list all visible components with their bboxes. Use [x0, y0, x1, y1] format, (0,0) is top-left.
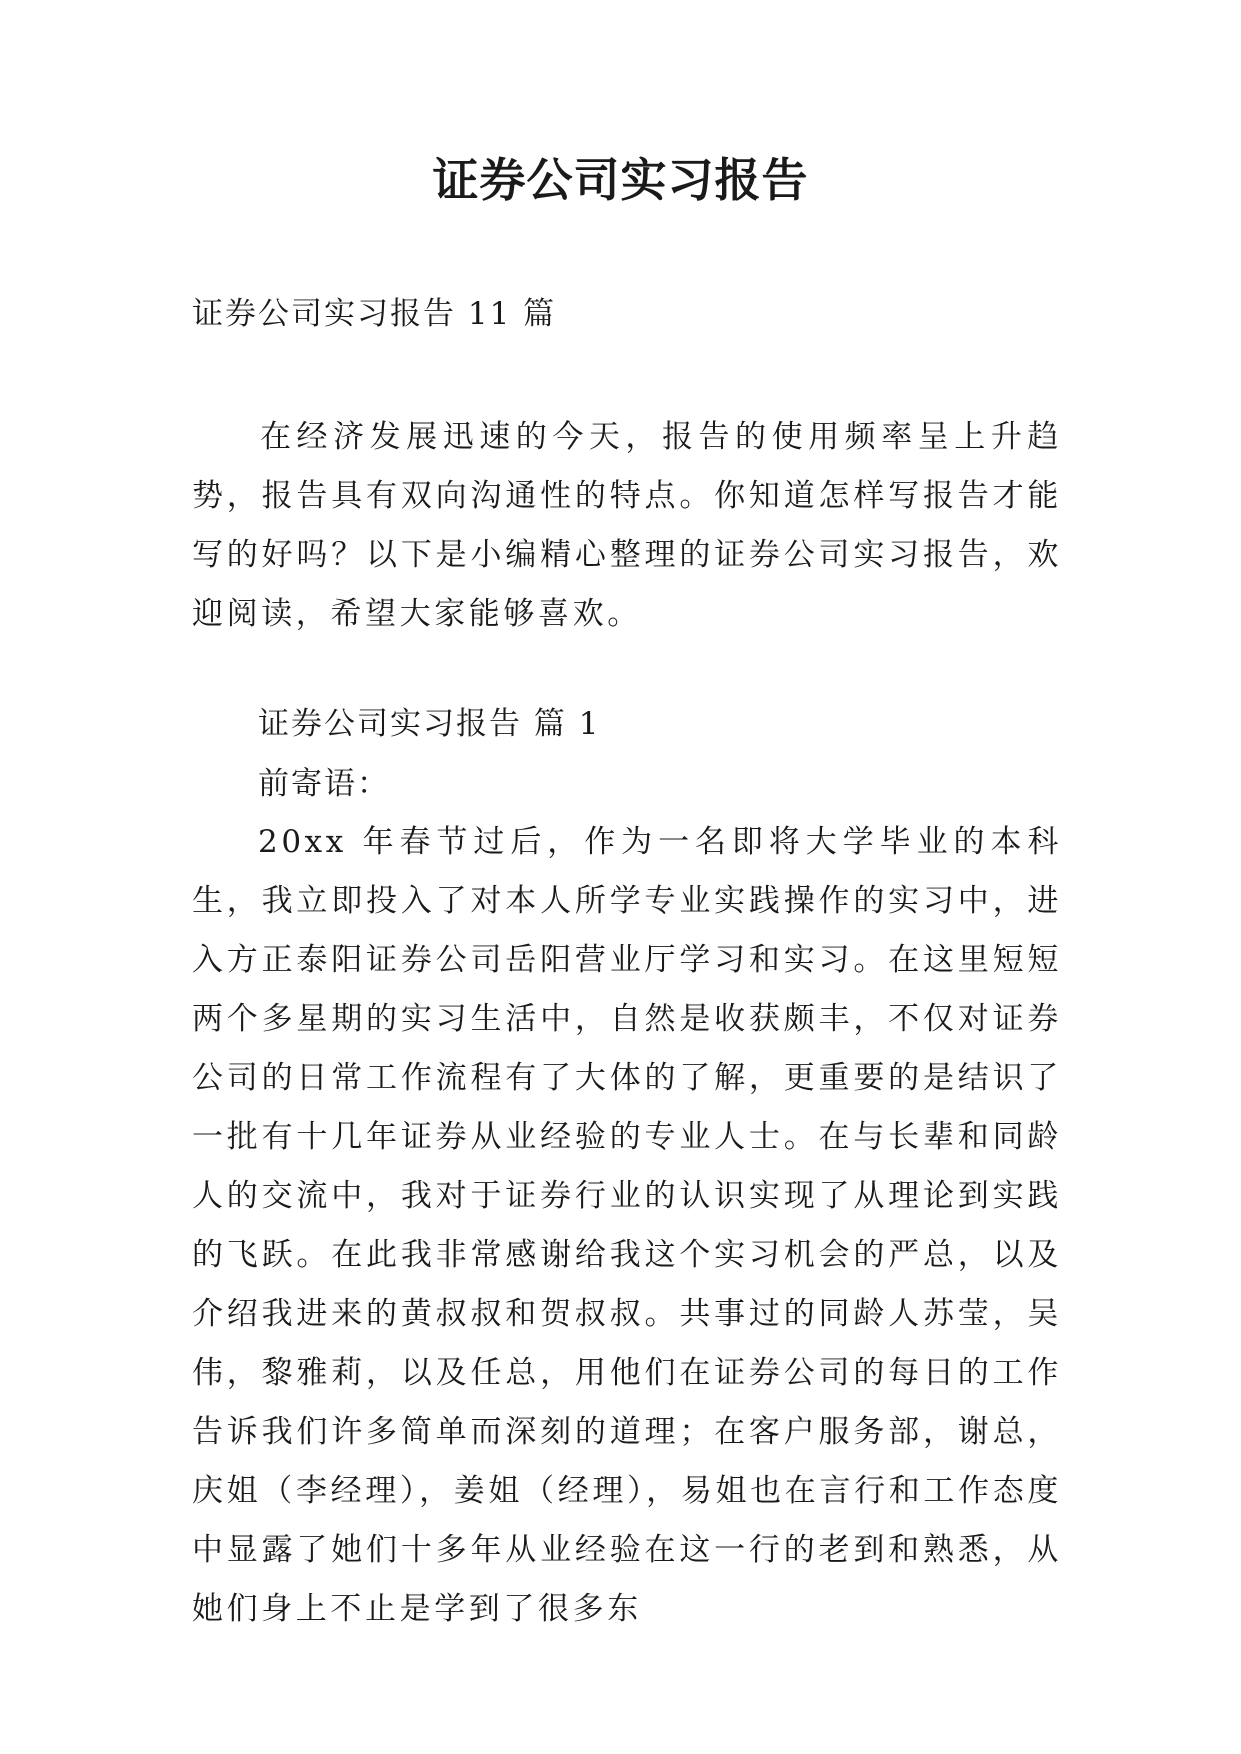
document-subtitle: 证券公司实习报告 11 篇 — [192, 296, 557, 332]
body-paragraph: 20xx 年春节过后，作为一名即将大学毕业的本科生，我立即投入了对本人所学专业实践操作的实习中，进入方正泰阳证券公司岳阳营业厅学习和实习。在这里短短两个多星期的实习生活中，自然是收获颇丰，不仅对证券公司的日常工作流程有了大体的了解，更重要的是结识了一批有十几年证券从业经验的专业人士。在与长辈和同龄人的交流中，我对于证券行业的认识实现了从理论到实践的飞跃。在此我非常感谢给我这个实习机会的严总，以及介绍我进来的黄叔叔和贺叔叔。共事过的同龄人苏莹，吴伟，黎雅莉，以及任总，用他们在证券公司的每日的工作告诉我们许多简单而深刻的道理；在客户服务部，谢总，庆姐（李经理），姜姐（经理），易姐也在言行和工作态度中显露了她们十多年从业经验在这一行的老到和熟悉，从她们身上不止是学到了很多东 — [192, 824, 1062, 1627]
preface-label: 前寄语： — [258, 766, 390, 802]
document-title: 证券公司实习报告 — [432, 153, 809, 207]
section-heading: 证券公司实习报告 篇 1 — [258, 706, 601, 742]
intro-paragraph: 在经济发展迅速的今天，报告的使用频率呈上升趋势，报告具有双向沟通性的特点。你知道怎样写报告才能写的好吗？以下是小编精心整理的证券公司实习报告，欢迎阅读，希望大家能够喜欢。 — [192, 419, 1062, 632]
